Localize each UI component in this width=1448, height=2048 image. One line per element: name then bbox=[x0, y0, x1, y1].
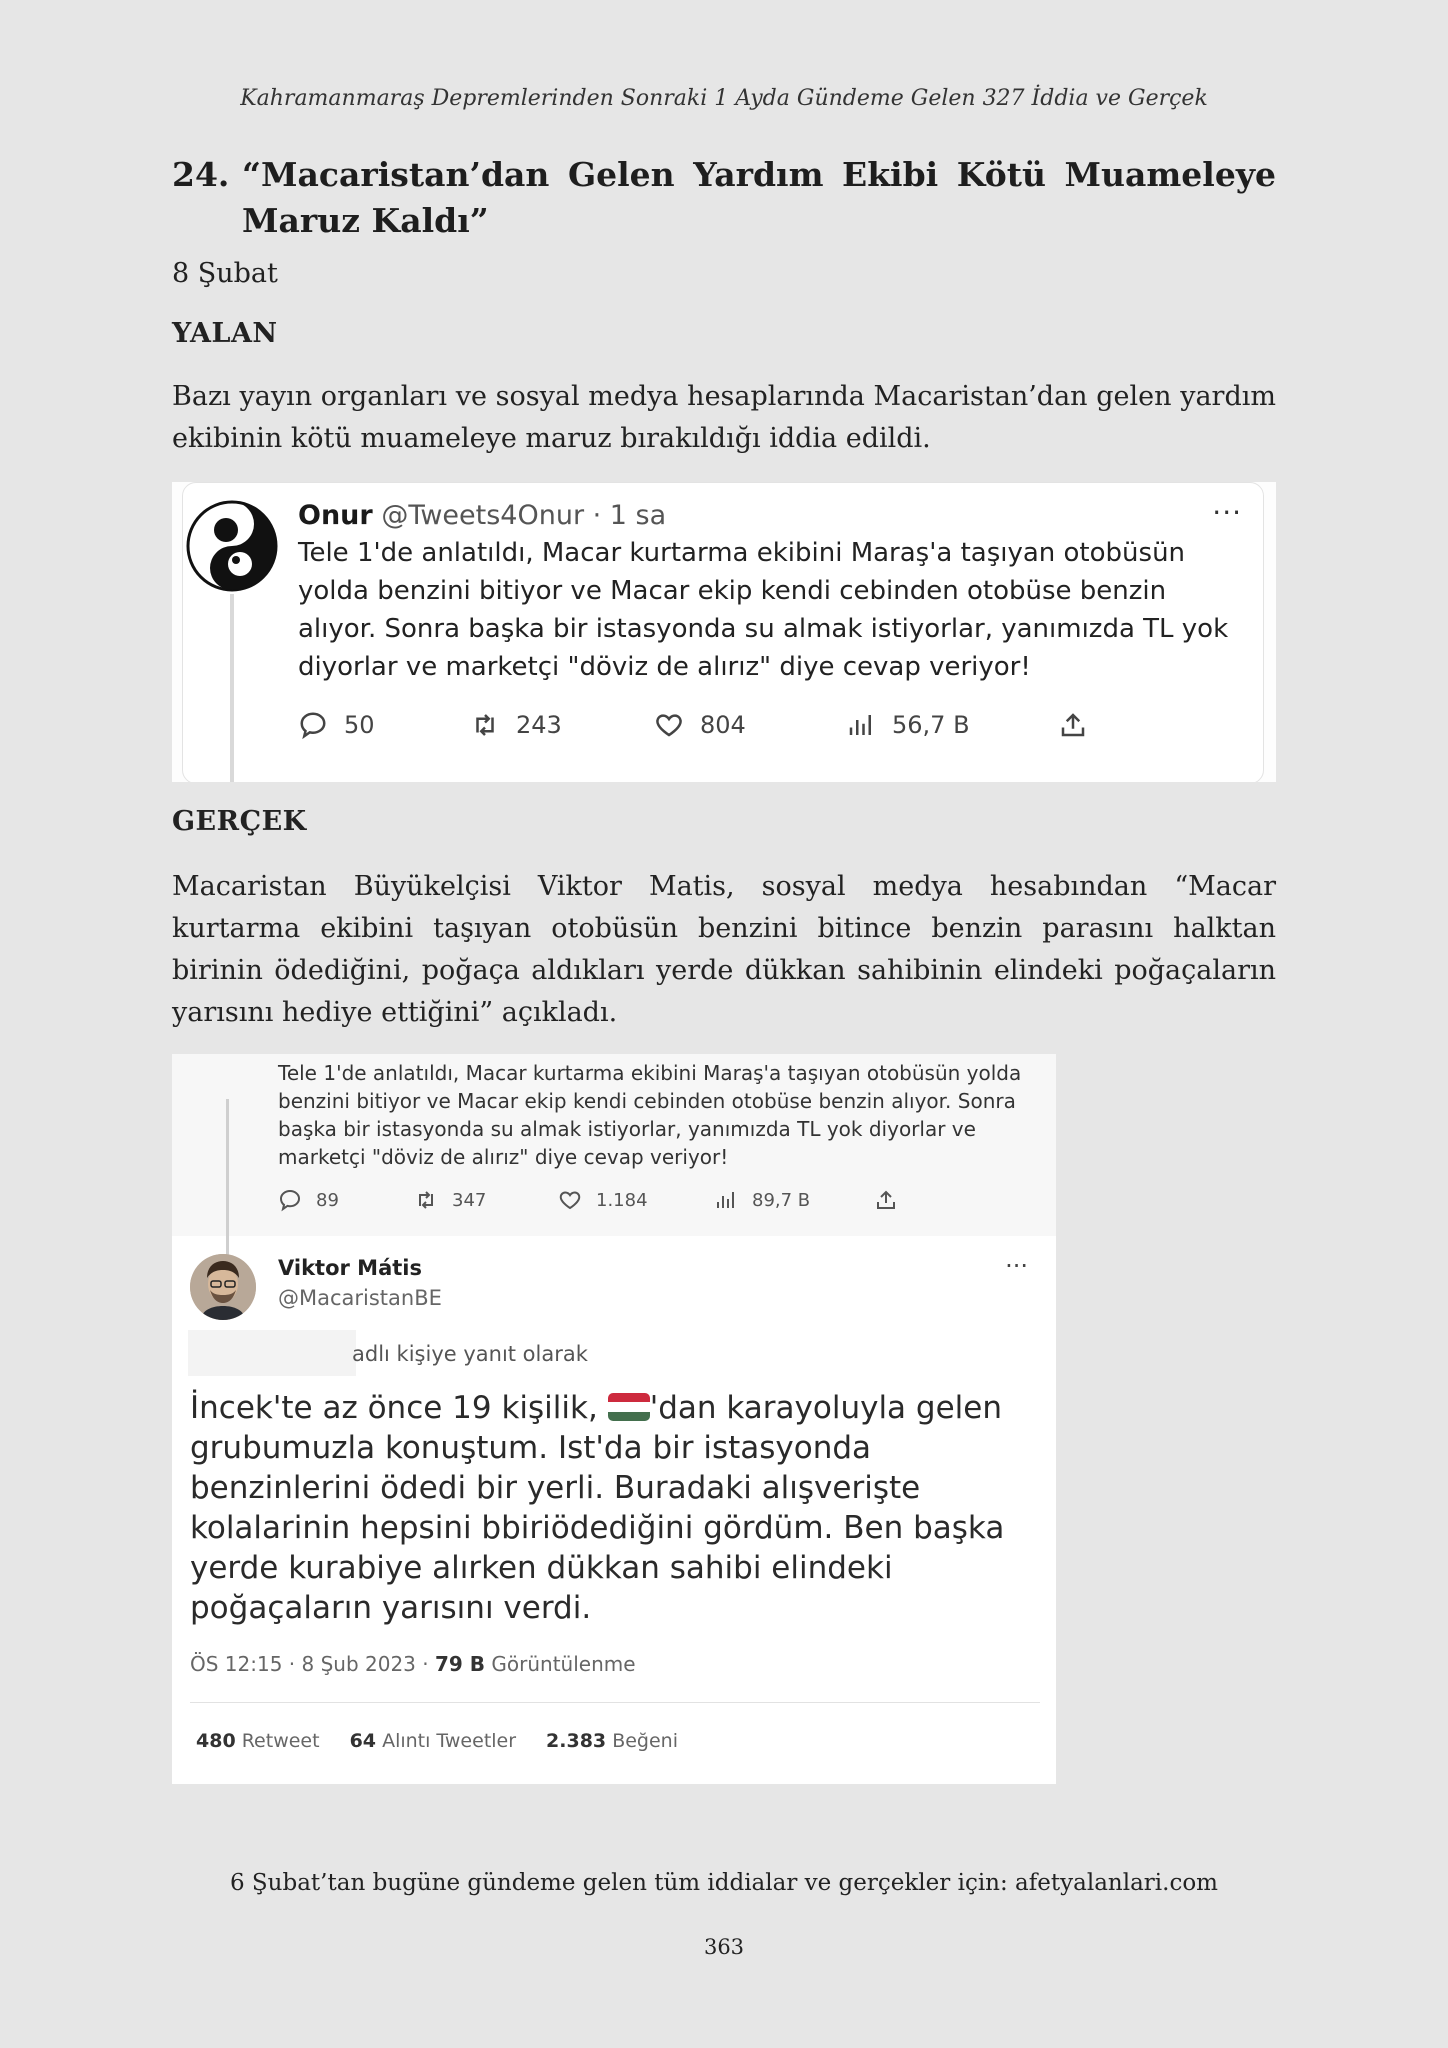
retweet-stat[interactable] bbox=[470, 710, 562, 740]
reply-icon bbox=[298, 710, 328, 740]
quoted-tweet-stats bbox=[278, 1188, 978, 1220]
tweet-stats bbox=[298, 710, 1198, 750]
quotes-summary[interactable] bbox=[350, 1730, 516, 1752]
section-heading bbox=[172, 152, 1276, 244]
retweet-stat[interactable] bbox=[414, 1188, 486, 1212]
more-icon[interactable]: ··· bbox=[1005, 1252, 1028, 1280]
section-number: 24. bbox=[172, 155, 230, 194]
author-name: Viktor Mátis bbox=[278, 1256, 422, 1280]
reply-stat[interactable] bbox=[278, 1188, 339, 1212]
quoted-tweet-text: Tele 1'de anlatıldı, Macar kurtarma ekibini Maraş'a taşıyan otobüsün yolda benzini bitiyor ve Macar ekip kendi cebinden otobüse benzin alıyor. Sonra başka bir istasyonda su almak istiyorlar, yanımızda TL yok diyorlar ve marketçi "döviz de alırız" diye cevap veriyor! bbox=[278, 1061, 1022, 1169]
views-count: 89,7 B bbox=[752, 1189, 811, 1211]
tweet-text bbox=[190, 1388, 1040, 1628]
like-count: 1.184 bbox=[596, 1189, 648, 1211]
views-stat[interactable] bbox=[714, 1188, 810, 1212]
author-handle: @MacaristanBE bbox=[278, 1286, 442, 1310]
claim-label: YALAN bbox=[172, 318, 278, 349]
likes-count: 2.383 bbox=[546, 1730, 607, 1752]
running-header: Kahramanmaraş Depremlerinden Sonraki 1 Ayda Gündeme Gelen 327 İddia ve Gerçek bbox=[240, 86, 1208, 111]
claim-text: Bazı yayın organları ve sosyal medya hesaplarında Macaristan’dan gelen yardım ekibinin kötü muameleye maruz bırakıldığı iddia edildi. bbox=[172, 381, 1276, 454]
reply-to-label: adlı kişiye yanıt olarak bbox=[352, 1342, 588, 1366]
page-number: 363 bbox=[703, 1935, 745, 1959]
retweet-icon bbox=[414, 1188, 438, 1212]
share-stat[interactable] bbox=[1058, 710, 1088, 740]
like-stat[interactable] bbox=[654, 710, 746, 740]
tweet-screenshot-fact bbox=[172, 1054, 1056, 1784]
like-stat[interactable] bbox=[558, 1188, 648, 1212]
heart-icon bbox=[558, 1188, 582, 1212]
timestamp: ÖS 12:15 · 8 Şub 2023 · bbox=[190, 1652, 435, 1676]
tweet-counts bbox=[196, 1730, 678, 1752]
retweets-count: 480 bbox=[196, 1730, 236, 1752]
reply-stat[interactable] bbox=[298, 710, 375, 740]
reply-count: 89 bbox=[316, 1189, 339, 1211]
tweet-text: Tele 1'de anlatıldı, Macar kurtarma ekibini Maraş'a taşıyan otobüsün yolda benzini bitiyor ve Macar ekip kendi cebinden otobüse benzin alıyor. Sonra başka bir istasyonda su almak istiyorlar, yanımızda TL yok diyorlar ve marketçi "döviz de alırız" diye cevap veriyor! bbox=[298, 538, 1229, 682]
page-footer: 6 Şubat’tan bugüne gündeme gelen tüm iddialar ve gerçekler için: afetyalanlari.com bbox=[229, 1870, 1218, 1896]
reply-count: 50 bbox=[344, 711, 375, 739]
section-title: “Macaristan’dan Gelen Yardım Ekibi Kötü Muameleye Maruz Kaldı” bbox=[242, 155, 1276, 240]
tweet-screenshot-claim bbox=[172, 482, 1276, 782]
fact-text: Macaristan Büyükelçisi Viktor Matis, sosyal medya hesabından “Macar kurtarma ekibini taşıyan otobüsün benzini bitince benzin parasını halktan birinin ödediğini, poğaça aldıkları yerde dükkan sahibinin elindeki poğaçaların yarısını hediye ettiğini” açıkladı. bbox=[172, 871, 1276, 1028]
tweet-meta bbox=[190, 1652, 636, 1676]
hungary-flag-icon bbox=[608, 1393, 650, 1421]
tweet-text-part-2: 'dan karayoluyla gelen grubumuzla konuştum. Ist'da bir istasyonda benzinlerini ödedi bir yerli. Buradaki alışverişte kolalarinin hepsini bbiriödediğini gördüm. Ben başka yerde kurabiye alırken dükkan sahibi elindeki poğaçaların yarısını verdi. bbox=[190, 1390, 1005, 1626]
views-label: Görüntülenme bbox=[485, 1652, 636, 1676]
views-count: 56,7 B bbox=[892, 711, 970, 739]
quotes-count: 64 bbox=[349, 1730, 377, 1752]
views-icon bbox=[846, 710, 876, 740]
views-stat[interactable] bbox=[846, 710, 970, 740]
divider bbox=[190, 1702, 1040, 1703]
more-icon[interactable]: ··· bbox=[1212, 496, 1242, 529]
like-count: 804 bbox=[700, 711, 746, 739]
retweets-label: Retweet bbox=[235, 1730, 320, 1752]
tweet-text-part-1: İncek'te az önce 19 kişilik, bbox=[190, 1390, 608, 1426]
quotes-label: Alıntı Tweetler bbox=[376, 1730, 517, 1752]
retweet-count: 347 bbox=[452, 1189, 487, 1211]
reply-icon bbox=[278, 1188, 302, 1212]
views-icon bbox=[714, 1188, 738, 1212]
redacted-username bbox=[188, 1330, 356, 1376]
author-name: Onur bbox=[298, 500, 373, 531]
share-stat[interactable] bbox=[874, 1188, 898, 1212]
fact-label: GERÇEK bbox=[172, 806, 307, 837]
share-icon bbox=[1058, 710, 1088, 740]
claim-date: 8 Şubat bbox=[172, 258, 278, 289]
avatar bbox=[186, 500, 278, 592]
share-icon bbox=[874, 1188, 898, 1212]
retweet-count: 243 bbox=[516, 711, 562, 739]
retweets-summary[interactable] bbox=[196, 1730, 320, 1752]
author-handle-time: @Tweets4Onur · 1 sa bbox=[381, 500, 667, 531]
thread-line bbox=[230, 594, 234, 782]
quoted-tweet bbox=[172, 1054, 1056, 1236]
retweet-icon bbox=[470, 710, 500, 740]
heart-icon bbox=[654, 710, 684, 740]
avatar bbox=[190, 1254, 256, 1320]
likes-label: Beğeni bbox=[606, 1730, 678, 1752]
tweet-header bbox=[298, 500, 666, 531]
likes-summary[interactable] bbox=[546, 1730, 678, 1752]
views-count: 79 B bbox=[434, 1652, 486, 1676]
